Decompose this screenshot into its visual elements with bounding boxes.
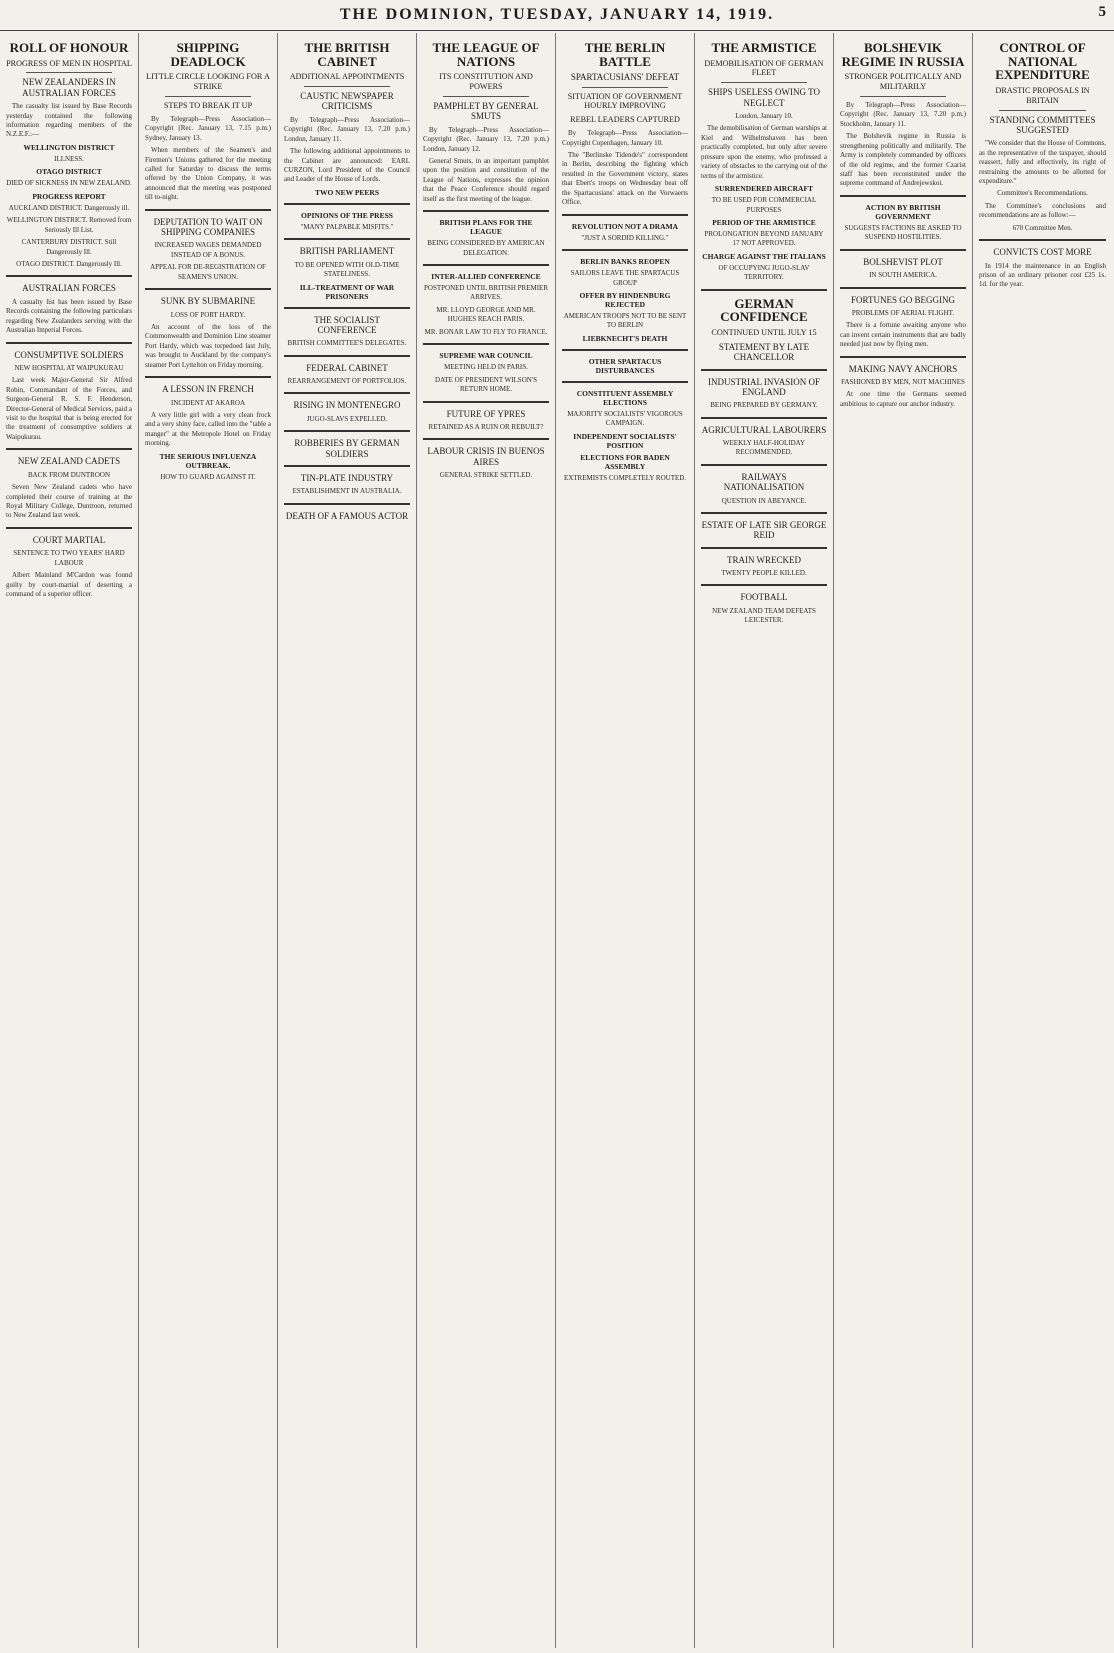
paragraph: DIED OF SICKNESS IN NEW ZEALAND. [6, 179, 132, 188]
paragraph: ILLNESS. [54, 154, 84, 163]
article-subhead: PROGRESS OF MEN IN HOSPITAL [6, 58, 132, 68]
paragraph: At one time the Germans seemed ambitious to capture our anchor industry. [840, 390, 966, 408]
paragraph: "We consider that the House of Commons, as the representative of the taxpayer, should reassert, fully and effectively, its right of restraining the amounts to be allotted for expenditure." [979, 139, 1106, 186]
section-heading: BERLIN BANKS REOPEN [580, 257, 670, 267]
article-title: CONTROL OF NATIONAL EXPENDITURE [995, 40, 1090, 83]
paragraph: OF OCCUPYING JUGO-SLAV TERRITORY. [718, 263, 810, 282]
paragraph: NEW HOSPITAL AT WAIPUKURAU [14, 363, 124, 372]
section-heading: SUPREME WAR COUNCIL [439, 351, 533, 361]
section-heading: OPINIONS OF THE PRESS [301, 210, 393, 220]
paragraph: MEETING HELD IN PARIS. [444, 363, 528, 372]
section-heading: NEW ZEALAND CADETS [17, 456, 121, 467]
divider [562, 349, 688, 351]
section-heading: CONSUMPTIVE SOLDIERS [14, 349, 124, 360]
section-heading: FORTUNES GO BEGGING [851, 294, 955, 305]
divider [145, 288, 271, 290]
paragraph: London, January 10. [735, 112, 793, 121]
section-heading: RISING IN MONTENEGRO [293, 400, 401, 411]
paragraph: By Telegraph—Press Association—Copyright (Rec. January 13, 7.20 p.m.) London, January 12. [423, 125, 549, 153]
paragraph: INCREASED WAGES DEMANDED INSTEAD OF A BONUS. [154, 241, 262, 259]
section-heading: DEPUTATION TO WAIT ON SHIPPING COMPANIES [153, 216, 263, 238]
divider [6, 527, 132, 529]
paragraph: The casualty list issued by Base Records yesterday contained the following information regarding members of the N.Z.E.F.:— [6, 102, 132, 139]
article-title: BOLSHEVIK REGIME IN RUSSIA [841, 40, 965, 69]
section-heading: MAKING NAVY ANCHORS [848, 363, 958, 374]
divider [701, 512, 827, 514]
section-heading: A LESSON IN FRENCH [162, 384, 254, 395]
paragraph: MAJORITY SOCIALISTS' VIGOROUS CAMPAIGN. [567, 409, 683, 428]
paragraph: POSTPONED UNTIL BRITISH PREMIER ARRIVES. [424, 284, 548, 302]
article-subhead: STRONGER POLITICALLY AND MILITARILY [844, 72, 962, 92]
newspaper-title: THE DOMINION, TUESDAY, JANUARY 14, 1919. [339, 6, 775, 23]
section-heading: TWO NEW PEERS [314, 187, 380, 197]
paragraph: WELLINGTON DISTRICT. Removed from Seriously Ill List. [6, 216, 132, 234]
section-heading: OTHER SPARTACUS DISTURBANCES [588, 356, 662, 375]
section-heading: CONSTITUENT ASSEMBLY ELECTIONS [576, 388, 674, 407]
column-5 [556, 33, 695, 1648]
section-heading: BOLSHEVIST PLOT [863, 256, 943, 267]
divider [840, 356, 966, 358]
paragraph: IN SOUTH AMERICA. [869, 271, 937, 280]
paragraph: MR. LLOYD GEORGE AND MR. HUGHES REACH PARIS. [436, 305, 536, 324]
article-title: ROLL OF HONOUR [9, 40, 129, 55]
article-subhead: LITTLE CIRCLE LOOKING FOR A STRIKE [146, 72, 270, 92]
columns [0, 33, 1114, 1648]
section-heading: PERIOD OF THE ARMISTICE [712, 217, 816, 227]
paragraph: An account of the loss of the Commonwealth and Dominion Line steamer Port Hardy, which was torpedoed last July, was brought to Auckland by the company's steamer Port Lyttelton on Friday morning. [145, 322, 271, 369]
divider [284, 355, 410, 357]
section-heading: SURRENDERED AIRCRAFT [714, 184, 814, 194]
article-subhead: CONTINUED UNTIL JULY 15 [711, 327, 817, 337]
article-subhead: SHIPS USELESS OWING TO NEGLECT [708, 87, 820, 108]
paragraph: WEEKLY HALF-HOLIDAY RECOMMENDED. [722, 438, 806, 457]
column-2 [139, 33, 278, 1648]
article-subhead: CAUSTIC NEWSPAPER CRITICISMS [300, 91, 394, 112]
divider [443, 96, 529, 97]
divider [840, 287, 966, 289]
paragraph: BEING PREPARED BY GERMANY. [710, 401, 818, 410]
paragraph: A casualty list has been issued by Base Records containing the following particulars regarding New Zealanders serving with the Australian Imperial Forces. [6, 297, 132, 335]
divider [562, 214, 688, 216]
paragraph: MR. BONAR LAW TO FLY TO FRANCE. [424, 327, 548, 336]
paragraph: By Telegraph—Press Association—Copyright Copenhagen, January 10. [562, 129, 688, 147]
masthead [0, 0, 1114, 31]
section-heading: TRAIN WRECKED [726, 554, 802, 565]
section-heading: ROBBERIES BY GERMAN SOLDIERS [294, 438, 400, 459]
section-heading: FEDERAL CABINET [306, 362, 388, 373]
paragraph: BEING CONSIDERED BY AMERICAN DELEGATION. [427, 239, 545, 257]
section-heading: OTAGO DISTRICT [36, 167, 102, 177]
paragraph: The following additional appointments to the Cabinet are announced: EARL CURZON, Lord President of the Council and Leader of the House of Lords. [284, 147, 410, 184]
paragraph: TO BE OPENED WITH OLD-TIME STATELINESS. [294, 260, 400, 279]
paragraph: OTAGO DISTRICT. Dangerously Ill. [16, 259, 122, 268]
page-number: 5 [1098, 4, 1106, 20]
article-subhead: SITUATION OF GOVERNMENT HOURLY IMPROVING [567, 91, 683, 111]
paragraph: HOW TO GUARD AGAINST IT. [160, 472, 256, 481]
article-subhead: SPARTACUSIANS' DEFEAT [570, 72, 680, 83]
divider [582, 87, 668, 88]
divider [304, 86, 390, 87]
divider [284, 238, 410, 240]
divider [423, 438, 549, 440]
article-subhead: REBEL LEADERS CAPTURED [570, 115, 680, 125]
section-heading: BRITISH PLANS FOR THE LEAGUE [439, 218, 533, 237]
column-7 [834, 33, 973, 1648]
article-subhead: STANDING COMMITTEES SUGGESTED [989, 114, 1096, 135]
paragraph: LOSS OF PORT HARDY. [170, 310, 246, 319]
paragraph: A very little girl with a very clean frock and a very shiny face, called into the "table a manger" at the Metropole Hotel on Friday morning. [145, 410, 271, 448]
article-subhead: DEMOBILISATION OF GERMAN FLEET [704, 58, 824, 78]
paragraph: Seven New Zealand cadets who have completed their course of training at the Royal Military College, Duntroon, returned to New Zealand last week. [6, 483, 132, 520]
section-heading: BRITISH PARLIAMENT [299, 246, 395, 257]
divider [6, 448, 132, 450]
paragraph: EXTREMISTS COMPLETELY ROUTED. [563, 473, 687, 482]
column-6 [695, 33, 834, 1648]
article-subhead: STEPS TO BREAK IT UP [163, 100, 253, 110]
section-heading: FUTURE OF YPRES [446, 408, 526, 419]
paragraph: PROLONGATION BEYOND JANUARY 17 NOT APPROVED. [704, 229, 824, 248]
section-heading: INTER-ALLIED CONFERENCE [431, 272, 541, 282]
divider [284, 307, 410, 309]
paragraph: In 1914 the maintenance in an English prison of an ordinary prisoner cost £25 1s. 1d. for the year. [979, 261, 1106, 289]
section-heading: SUNK BY SUBMARINE [160, 296, 256, 307]
column-3 [278, 33, 417, 1648]
article-subhead: STATEMENT BY LATE CHANCELLOR [718, 341, 810, 363]
paragraph: QUESTION IN ABEYANCE. [721, 496, 807, 505]
section-heading: THE SERIOUS INFLUENZA OUTBREAK. [159, 451, 257, 470]
divider [840, 195, 966, 197]
article-title: THE ARMISTICE [711, 40, 817, 55]
column-4 [417, 33, 556, 1648]
paragraph: When members of the Seamen's and Firemen's Unions gathered for the meeting called for Saturday to discuss the terms offered by the Union Company, it was announced that the meeting was postponed till to-night. [145, 146, 271, 202]
column-1 [0, 33, 139, 1648]
paragraph: Albert Mainland M'Cardon was found guilty by court-martial of deserting a command of a superior officer. [6, 571, 132, 598]
section-heading: INDEPENDENT SOCIALISTS' POSITION [573, 431, 677, 450]
divider [701, 417, 827, 419]
paragraph: Committee's Recommendations. [997, 189, 1088, 198]
article-subhead: PAMPHLET BY GENERAL SMUTS [433, 100, 539, 122]
paragraph: 670 Committee Men. [1012, 223, 1073, 232]
paragraph: "MANY PALPABLE MISFITS." [300, 222, 394, 231]
paragraph: AMERICAN TROOPS NOT TO BE SENT TO BERLIN [563, 311, 687, 330]
paragraph: BRITISH COMMITTEE'S DELEGATES. [287, 339, 407, 348]
article-title: THE LEAGUE OF NATIONS [432, 40, 540, 69]
paragraph: The "Berlinske Tidende's" correspondent in Berlin, describing the fighting which resulted in the Government victory, states that Ebert's troops on Wednesday beat off the Spartacusians' attack on the Vorwaerts Office. [562, 151, 688, 207]
section-heading: CONVICTS COST MORE [993, 247, 1092, 258]
divider [840, 249, 966, 251]
divider [562, 381, 688, 383]
section-heading: AUSTRALIAN FORCES [22, 283, 116, 294]
section-heading: ESTATE OF LATE SIR GEORGE REID [701, 519, 827, 541]
paragraph: INCIDENT AT AKAROA [170, 398, 246, 407]
paragraph: TWENTY PEOPLE KILLED. [721, 569, 807, 578]
divider [284, 203, 410, 205]
divider [6, 275, 132, 277]
paragraph: PROBLEMS OF AERIAL FLIGHT. [851, 308, 955, 317]
section-heading: AGRICULTURAL LABOURERS [701, 424, 827, 435]
article-title: THE BERLIN BATTLE [584, 40, 666, 69]
section-heading: INDUSTRIAL INVASION OF ENGLAND [707, 376, 820, 397]
section-heading: COURT MARTIAL [32, 534, 106, 545]
divider [284, 430, 410, 432]
paragraph: There is a fortune awaiting anyone who can invent certain instruments that are badly needed just now by flying men. [840, 321, 966, 349]
section-heading: RAILWAYS NATIONALISATION [723, 471, 805, 493]
paragraph: CANTERBURY DISTRICT. Still Dangerously Ill. [21, 238, 117, 256]
article-title: GERMAN CONFIDENCE [720, 295, 808, 325]
article-subhead: ITS CONSTITUTION AND POWERS [439, 72, 533, 92]
paragraph: RETAINED AS A RUIN OR REBUILT? [428, 422, 544, 431]
divider [721, 82, 807, 83]
paragraph: "JUST A SORDID KILLING." [581, 233, 669, 242]
article-title: SHIPPING DEADLOCK [170, 40, 246, 69]
paragraph: JUGO-SLAVS EXPELLED. [306, 414, 388, 423]
divider [423, 264, 549, 266]
paragraph: DATE OF PRESIDENT WILSON'S RETURN HOME. [435, 375, 537, 394]
section-heading: TIN-PLATE INDUSTRY [300, 472, 394, 483]
paragraph: Last week Major-General Sir Alfred Robin, Commandant of the Forces, and Surgeon-General R. S. F. Henderson, Director-General of Medical Services, paid a visit to the hospital that is being erected for the treatment of consumptive soldiers at Waipukurau. [6, 376, 132, 441]
divider [145, 376, 271, 378]
section-heading: ACTION BY BRITISH GOVERNMENT [865, 202, 941, 221]
divider [999, 110, 1086, 111]
divider [423, 401, 549, 403]
paragraph: SAILORS LEAVE THE SPARTACUS GROUP [570, 269, 680, 287]
section-heading: OFFER BY HINDENBURG REJECTED [579, 290, 671, 309]
paragraph: SENTENCE TO TWO YEARS' HARD LABOUR [13, 549, 125, 567]
paragraph: NEW ZEALAND TEAM DEFEATS LEICESTER. [712, 606, 816, 625]
article-subhead: ADDITIONAL APPOINTMENTS [289, 72, 405, 82]
paragraph: AUCKLAND DISTRICT. Dangerously ill. [8, 203, 130, 212]
column-8 [973, 33, 1112, 1648]
divider [423, 343, 549, 345]
divider [860, 96, 946, 97]
divider [6, 342, 132, 344]
paragraph: General Smuts, in an important pamphlet upon the position and constitution of the League of Nations, expresses the opinion that the Peace Conference should regard itself as the first meeting of the league. [423, 156, 549, 203]
divider [284, 392, 410, 394]
paragraph: ESTABLISHMENT IN AUSTRALIA. [292, 487, 402, 496]
section-heading: FOOTBALL [740, 592, 788, 603]
paragraph: By Telegraph—Press Association—Copyright (Rec. January 13, 7.15 p.m.) Sydney, January 13. [145, 114, 271, 142]
section-heading: THE SOCIALIST CONFERENCE [314, 314, 380, 335]
divider [284, 465, 410, 467]
paragraph: The demobilisation of German warships at Kiel and Wilhelmshaven has been practically completed, but only after severe pressure upon the enemy, who professed a variety of obstacles to the carrying out of the terms of the armistice. [701, 124, 827, 180]
paragraph: SUGGESTS FACTIONS BE ASKED TO SUSPEND HOSTILITIES. [844, 223, 962, 242]
paragraph: By Telegraph—Press Association—Copyright (Rec. January 13, 7.20 p.m.) Stockholm, January 11. [840, 100, 966, 128]
section-heading: REVOLUTION NOT A DRAMA [571, 221, 679, 231]
divider [701, 547, 827, 549]
divider [701, 289, 827, 291]
divider [979, 239, 1106, 241]
paragraph: BACK FROM DUNTROON [27, 470, 111, 479]
section-heading: DEATH OF A FAMOUS ACTOR [285, 510, 409, 521]
divider [26, 72, 112, 73]
section-heading: PROGRESS REPORT [32, 191, 106, 201]
divider [701, 464, 827, 466]
paragraph: By Telegraph—Press Association—Copyright (Rec. January 13, 7.20 p.m.) London, January 11. [284, 115, 410, 143]
article-subhead: DRASTIC PROPOSALS IN BRITAIN [995, 85, 1090, 105]
divider [423, 210, 549, 212]
paragraph: The Committee's conclusions and recommendations are as follow:— [979, 201, 1106, 220]
article-subhead: NEW ZEALANDERS IN AUSTRALIAN FORCES [22, 77, 116, 98]
section-heading: WELLINGTON DISTRICT [23, 142, 115, 152]
section-heading: ELECTIONS FOR BADEN ASSEMBLY [580, 452, 670, 471]
divider [145, 209, 271, 211]
divider [701, 369, 827, 371]
paragraph: APPEAL FOR DE-REGISTRATION OF SEAMEN'S UNION. [150, 263, 266, 281]
divider [165, 96, 251, 97]
divider [701, 584, 827, 586]
paragraph: TO BE USED FOR COMMERCIAL PURPOSES [711, 196, 817, 214]
section-heading: ILL-TREATMENT OF WAR PRISONERS [299, 282, 395, 301]
divider [284, 503, 410, 505]
paragraph: REARRANGEMENT OF PORTFOLIOS. [287, 377, 407, 385]
divider [562, 249, 688, 251]
section-heading: CHARGE AGAINST THE ITALIANS [702, 251, 826, 261]
paragraph: FASHIONED BY MEN, NOT MACHINES [841, 378, 965, 386]
paragraph: GENERAL STRIKE SETTLED. [439, 471, 533, 479]
article-title: THE BRITISH CABINET [304, 40, 390, 69]
paragraph: The Bolshevik regime in Russia is strengthening politically and militarily. The Army is completely commanded by officers of the old regime, and the former Czarist staff has been reconstituted under the supreme command of Andrejewskoi. [840, 132, 966, 188]
section-heading: LABOUR CRISIS IN BUENOS AIRES [427, 446, 545, 467]
section-heading: LIEBKNECHT'S DEATH [582, 333, 668, 343]
